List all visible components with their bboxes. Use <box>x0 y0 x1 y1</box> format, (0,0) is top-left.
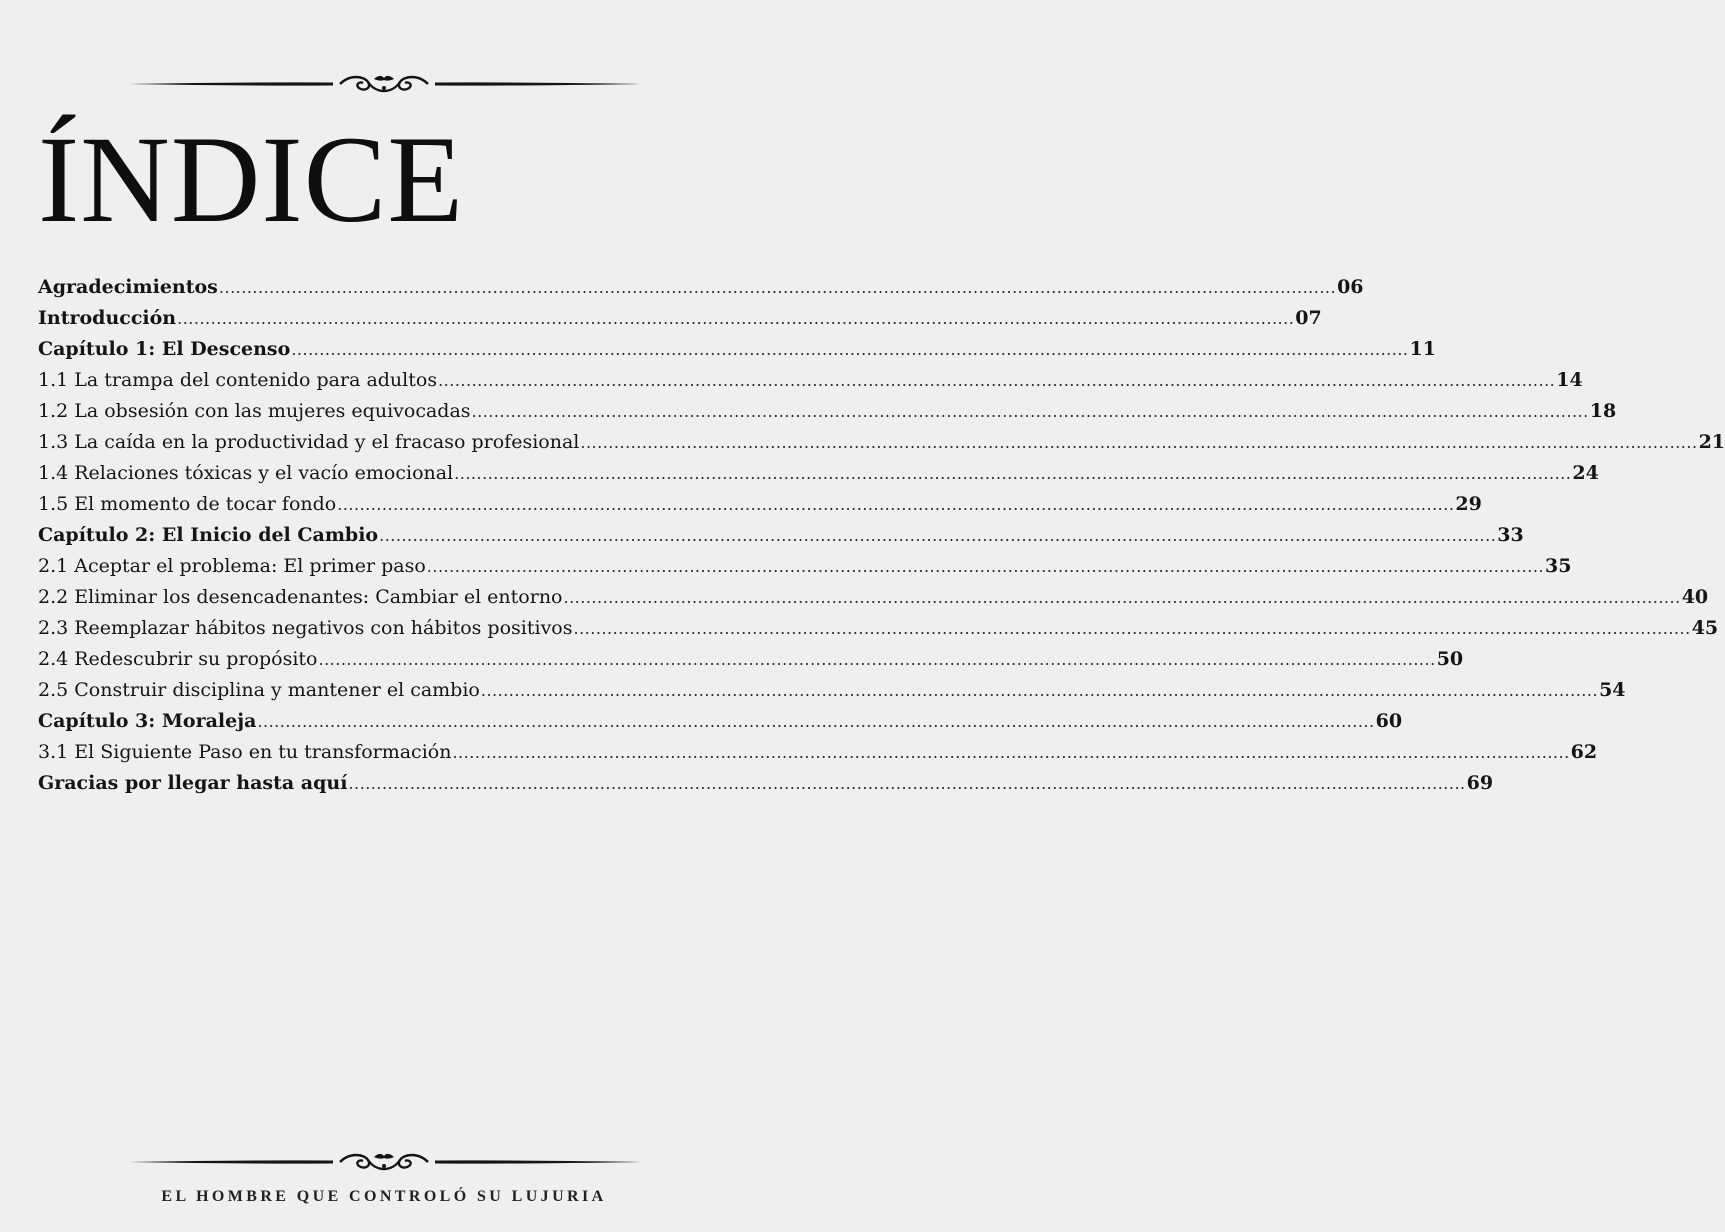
toc-dot-leader: ........................................................................................................................................................................................................ <box>426 557 1544 576</box>
toc-dot-leader: ........................................................................................................................................................................................................ <box>318 650 1436 669</box>
toc-page-number: 06 <box>1337 276 1364 298</box>
toc-entry-title: Agradecimientos <box>38 276 218 298</box>
toc-entry <box>38 520 1524 551</box>
toc-page-number: 35 <box>1544 555 1572 577</box>
toc-entry-title: Capítulo 1: El Descenso <box>38 338 291 360</box>
toc-entry-title: 2.5 Construir disciplina y mantener el cambio <box>38 679 480 701</box>
toc-page-number: 18 <box>1589 400 1617 422</box>
toc-entry-title: Introducción <box>38 307 177 329</box>
toc-page-number: 60 <box>1375 710 1403 732</box>
toc-dot-leader: ........................................................................................................................................................................................................ <box>257 712 1375 731</box>
toc-dot-leader: ........................................................................................................................................................................................................ <box>471 402 1589 421</box>
toc-entry <box>38 272 1364 303</box>
toc-page-number: 24 <box>1572 462 1599 484</box>
toc-dot-leader: ........................................................................................................................................................................................................ <box>563 588 1681 607</box>
table-of-contents <box>38 272 1725 799</box>
toc-entry <box>38 644 1464 675</box>
toc-page-number: 29 <box>1455 493 1482 515</box>
toc-dot-leader: ........................................................................................................................................................................................................ <box>291 340 1409 359</box>
toc-entry <box>38 365 1583 396</box>
toc-entry <box>38 675 1626 706</box>
toc-page-number: 33 <box>1497 524 1524 546</box>
toc-page-number: 62 <box>1570 741 1598 763</box>
toc-dot-leader: ........................................................................................................................................................................................................ <box>337 495 1455 514</box>
toc-dot-leader: ........................................................................................................................................................................................................ <box>573 619 1691 638</box>
toc-page-number: 07 <box>1295 307 1322 329</box>
toc-entry-title: 2.4 Redescubrir su propósito <box>38 648 318 670</box>
toc-entry-title: Gracias por llegar hasta aquí <box>38 772 348 794</box>
toc-page-number: 54 <box>1599 679 1626 701</box>
toc-entry-title: 1.2 La obsesión con las mujeres equivocadas <box>38 400 471 422</box>
toc-entry <box>38 489 1482 520</box>
toc-entry-title: 2.2 Eliminar los desencadenantes: Cambiar el entorno <box>38 586 563 608</box>
toc-entry-title: 1.4 Relaciones tóxicas y el vacío emocional <box>38 462 454 484</box>
toc-entry <box>38 737 1598 768</box>
toc-page-number: 21 <box>1698 431 1725 453</box>
toc-entry <box>38 396 1617 427</box>
toc-entry-title: 2.3 Reemplazar hábitos negativos con hábitos positivos <box>38 617 573 639</box>
toc-dot-leader: ........................................................................................................................................................................................................ <box>438 371 1556 390</box>
toc-dot-leader: ........................................................................................................................................................................................................ <box>218 278 1337 297</box>
book-title-footer: EL HOMBRE QUE CONTROLÓ SU LUJURIA <box>161 1188 607 1205</box>
toc-dot-leader: ........................................................................................................................................................................................................ <box>348 774 1466 793</box>
page-title: ÍNDICE <box>38 111 465 248</box>
toc-dot-leader: ........................................................................................................................................................................................................ <box>177 309 1295 328</box>
toc-page-number: 14 <box>1556 369 1583 391</box>
toc-page-number: 11 <box>1409 338 1436 360</box>
toc-entry-title: 3.1 El Siguiente Paso en tu transformación <box>38 741 452 763</box>
toc-entry-title: 2.1 Aceptar el problema: El primer paso <box>38 555 426 577</box>
toc-dot-leader: ........................................................................................................................................................................................................ <box>480 681 1599 700</box>
toc-dot-leader: ........................................................................................................................................................................................................ <box>452 743 1570 762</box>
toc-page-number: 45 <box>1691 617 1719 639</box>
toc-entry <box>38 427 1725 458</box>
flourish-divider-icon <box>128 1150 640 1174</box>
flourish-divider-icon <box>128 72 640 96</box>
toc-entry-title: 1.3 La caída en la productividad y el fracaso profesional <box>38 431 580 453</box>
toc-entry-title: 1.1 La trampa del contenido para adultos <box>38 369 438 391</box>
toc-entry <box>38 334 1436 365</box>
toc-entry <box>38 613 1719 644</box>
toc-page-number: 50 <box>1436 648 1464 670</box>
toc-entry <box>38 303 1322 334</box>
toc-dot-leader: ........................................................................................................................................................................................................ <box>454 464 1572 483</box>
toc-page-number: 40 <box>1681 586 1709 608</box>
toc-entry-title: 1.5 El momento de tocar fondo <box>38 493 337 515</box>
toc-entry <box>38 706 1403 737</box>
toc-dot-leader: ........................................................................................................................................................................................................ <box>580 433 1698 452</box>
toc-page-number: 69 <box>1466 772 1494 794</box>
toc-dot-leader: ........................................................................................................................................................................................................ <box>379 526 1497 545</box>
toc-entry <box>38 458 1599 489</box>
toc-entry-title: Capítulo 2: El Inicio del Cambio <box>38 524 379 546</box>
toc-entry <box>38 768 1494 799</box>
toc-entry-title: Capítulo 3: Moraleja <box>38 710 257 732</box>
toc-entry <box>38 551 1572 582</box>
toc-entry <box>38 582 1709 613</box>
